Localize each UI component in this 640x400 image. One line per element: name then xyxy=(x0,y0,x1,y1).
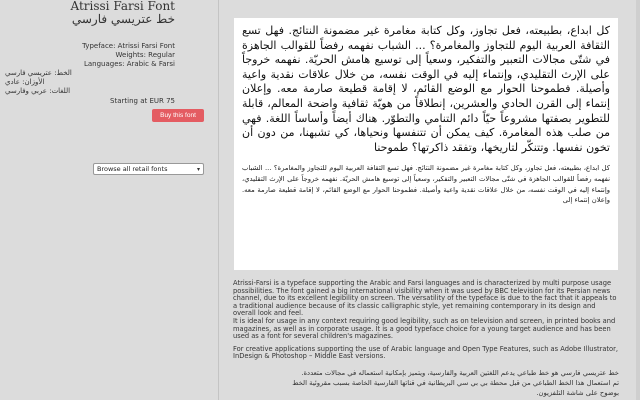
sidebar xyxy=(0,0,219,400)
languages-line: Languages: Arabic & Farsi xyxy=(83,60,175,68)
browse-fonts-value: Browse all retail fonts xyxy=(97,165,168,173)
sample-small-text: كل ابداع، بطبيعته، فعل تجاوز، وكل كتابة مغامرة غير مضمونة النتائج. فهل تسع الثقافة العربية اليوم للتجاوز والمغامرة؟ ... الشباب نفهمه رفضاً للقوالب الجاهزة في شتّى مجالات التعبير والتفكير، وسعياً إلى توسيع هامش الحريّة. نفهمه خروجاً على الإرث التقليدي، وإنتماء إليه في الوقت نفسه، من خلال علاقات نقدية واعية وأصيلة. فطموحنا الحوار مع الوضع القائم، لا إقامة قطيعة صارمة معه. وإعلان إنتماء إلى xyxy=(242,164,610,205)
ar-languages-line: اللغات: عربي وفارسي xyxy=(5,87,71,95)
description-paragraph: For creative applications supporting the use of Arabic language and Open Type Features, such as Adobe Illustrator, InDesign & Photoshop – Middle East versions. xyxy=(233,344,619,361)
price-text: Starting at EUR 75 xyxy=(110,97,175,105)
ar-font-line: الخط: عتريسي فارسي xyxy=(5,69,72,77)
sample-large-text: كل ابداع، بطبيعته، فعل تجاوز، وكل كتابة مغامرة غير مضمونة النتائج. فهل تسع الثقافة العربية اليوم للتجاوز والمغامرة؟ ... الشباب نفهمه رفضاً للقوالب الجاهزة في شتّى مجالات التعبير والتفكير، وسعياً إلى توسيع هامش الحريّة. نفهمه خروجاً على الإرث التقليدي، وإنتماء إليه في الوقت نفسه، من خلال علاقات نقدية واعية وأصيلة. فطموحنا الحوار مع الوضع القائم، لا إقامة قطيعة صارمة معه. وإعلان إنتماء إلى القرن الحادي والعشرين، إنطلاقاً من هويّة ثقافية واضحة المعالم، قابلة للتطوير بصفتها مشروعاً حيّاً دائم التنامي والتطوّر. هناك أيضاً وأساساً اللغة. فهي من صلب هذه المغامرة. كيف يمكن أن تتنفسها ونحياها، كي تشبهنا، من دون أن تخون نفسها. وتتنكّر لتاريخها، وتفقد ذاكرتها؟ طموحنا xyxy=(242,24,610,154)
description-paragraph: Atrissi-Farsi is a typeface supporting the Arabic and Farsi languages and is characterized by multi purpose usage possibilities. The font gained a big international visibility when it was used by BBC television for its Persian news channel, due to its excellent legibility on screen. The versatility of the typeface is due to the fact that it appeals to a traditional audience because of its classic calligraphic style, yet remaining contemporary in its design and overall look and feel. xyxy=(233,279,617,318)
arabic-description-line: تم استعمال هذا الخط الطباعي من قبل محطة بي بي سي البريطانية في قناتها الفارسية الخاصة بسبب مقروئية الخط xyxy=(292,379,619,387)
font-title-arabic: خط عتريسي فارسي xyxy=(71,12,175,26)
font-description xyxy=(233,280,619,366)
description-paragraph: It is ideal for usage in any context requiring good legibility, such as on television and screen, in printed books and magazines, as well as in corporate usage. It is a good typeface choice for a young target audience and has been used as a font for several children's magazines. xyxy=(233,316,616,341)
weights-line: Weights: Regular xyxy=(115,51,175,59)
ar-weights-line: الأوزان: عادي xyxy=(5,78,45,86)
arabic-description-line: بوضوح على شاشة التلفزيون. xyxy=(536,389,619,397)
font-sample-box xyxy=(234,18,618,270)
font-title: Atrissi Farsi Font xyxy=(70,0,175,13)
buy-font-button[interactable]: Buy this font xyxy=(152,109,204,122)
font-info xyxy=(5,42,175,69)
font-description-arabic xyxy=(233,368,619,398)
font-info-arabic xyxy=(5,69,175,96)
chevron-down-icon: ▾ xyxy=(196,165,200,173)
page-scrollbar[interactable] xyxy=(636,0,640,400)
arabic-description-line: خط عتريسي فارسي هو خط طباعي يدعم اللغتين العربية والفارسية، ويتميز بإمكانية استعماله في مجالات متعددة. xyxy=(301,369,619,377)
browse-fonts-select[interactable] xyxy=(93,163,204,175)
typeface-line: Typeface: Atrissi Farsi Font xyxy=(82,42,175,50)
